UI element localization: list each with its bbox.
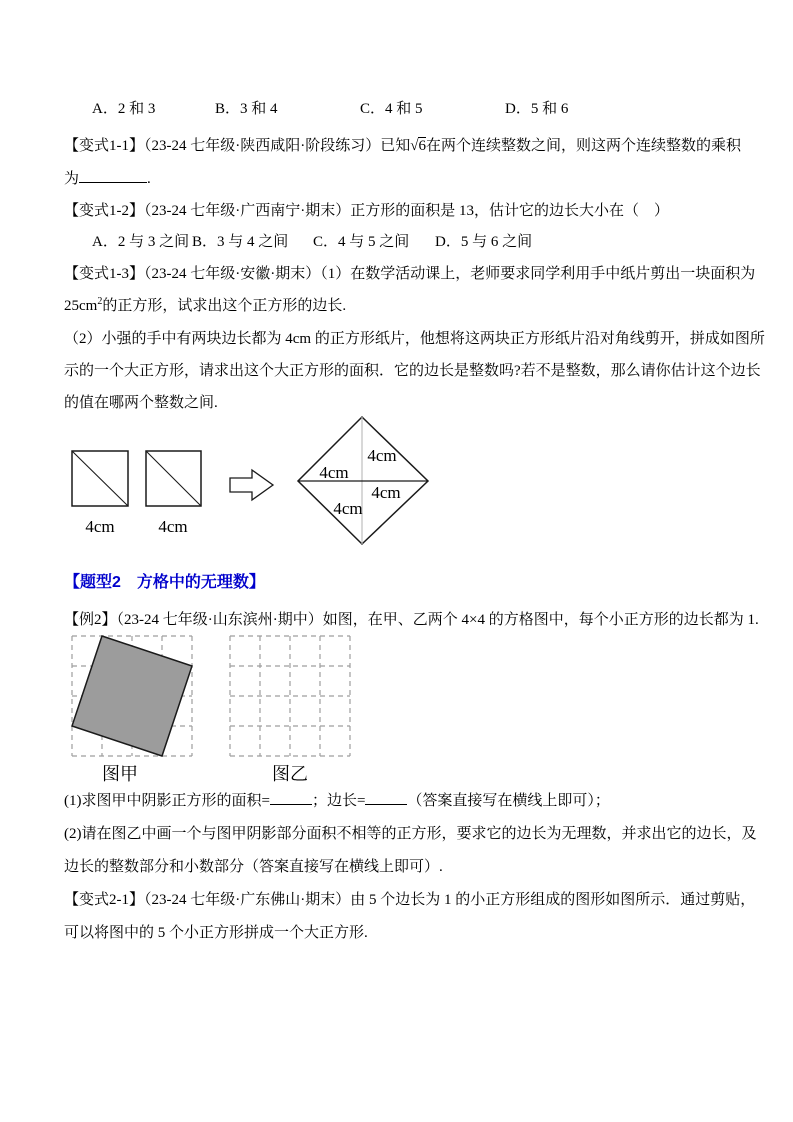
part2-text-3: 的值在哪两个整数之间. [64,395,218,411]
grids-figure [60,632,390,786]
square-1-diagonal [72,451,128,506]
answer-blank [270,791,312,805]
variant-1-3-part2-line1 [64,328,765,350]
square-2-label: 4cm [158,517,188,536]
shaded-square [72,636,192,756]
example-2-q1 [64,790,740,812]
radical-sign: √ [410,138,419,154]
variant-2-1-line1 [64,889,756,911]
sqrt6-expression [410,137,426,154]
variant-2-1-text-2: 可以将图中的 5 个小正方形拼成一个大正方形. [64,925,368,941]
grid-yi [230,636,350,756]
variant-1-1-line2 [64,168,740,190]
variant-1-1-period: . [147,171,151,187]
variant-1-3-text: 【变式1-3】（23-24 七年级·安徽·期末）（1）在数学活动课上，老师要求同学利用手中纸片剪出一块面积为 [64,266,756,282]
option-a: A．2 和 3 [92,101,156,117]
variant-1-3-part2-line3 [64,392,740,414]
q1-text-pre: (1)求图甲中阴影正方形的面积= [64,793,270,809]
variant-2-1-text-1: 【变式2-1】（23-24 七年级·广东佛山·期末）由 5 个边长为 1 的小正方形组成的图形如图所示．通过剪贴， [64,892,756,908]
example-2-q2-line2 [64,856,740,878]
squares-to-diamond-figure [60,412,460,560]
area-value: 25cm [64,298,98,314]
diamond-label-left: 4cm [319,463,349,482]
radicand: 6 [418,138,426,154]
option-c: C．4 和 5 [360,101,423,117]
superscript-2: 2 [97,296,103,307]
option-a: A．2 与 3 之间 [92,234,190,250]
q2-text-1: (2)请在图乙中画一个与图甲阴影部分面积不相等的正方形，要求它的边长为无理数，并求出它的边长，及 [64,826,757,842]
diamond-label-bottom: 4cm [333,499,363,518]
example-2-q2-line1 [64,823,757,845]
diamond-label-right: 4cm [371,483,401,502]
grid-yi-label: 图乙 [272,764,308,784]
part2-text-1: （2）小强的手中有两块边长都为 4cm 的正方形纸片，他想将这两块正方形纸片沿对角线剪开，拼成如图所 [64,331,765,347]
grid-jia-label: 图甲 [102,764,138,784]
part2-text-2: 示的一个大正方形，请求出这个大正方形的面积．它的边长是整数吗?若不是整数，那么请你估计这个边长 [64,363,761,379]
topic-2-header: 【题型2 方格中的无理数】 [64,574,265,591]
example-2-text: 【例2】（23-24 七年级·山东滨州·期中）如图，在甲、乙两个 4×4 的方格图中，每个小正方形的边长都为 1. [64,612,759,628]
option-d: D．5 和 6 [505,101,569,117]
diamond-label-top: 4cm [367,446,397,465]
square-2-diagonal [146,451,201,506]
variant-1-2-line1 [64,200,740,222]
variant-1-3-line2 [64,295,740,317]
variant-1-1-text-pre: 【变式1-1】（23-24 七年级·陕西咸阳·阶段练习）已知 [64,138,411,154]
variant-1-2-text: 【变式1-2】（23-24 七年级·广西南宁·期末）正方形的面积是 13，估计它的边长大小在（ ） [64,203,669,219]
variant-1-1-line1 [64,135,740,157]
answer-blank [365,791,407,805]
variant-1-1-answer-prefix: 为 [64,171,80,187]
example-2-line1 [64,609,759,631]
answer-blank [79,169,147,183]
variant-2-1-line2 [64,922,740,944]
q1-text-post: （答案直接写在横线上即可）； [407,793,610,809]
square-1-label: 4cm [85,517,115,536]
right-arrow-icon [230,470,273,500]
q2-text-2: 边长的整数部分和小数部分（答案直接写在横线上即可）. [64,859,443,875]
q1-text-mid: ；边长= [311,793,366,809]
variant-1-3-line1 [64,263,756,285]
option-b: B．3 和 4 [215,101,278,117]
variant-1-1-text-post: 在两个连续整数之间，则这两个连续整数的乘积 [425,138,741,154]
option-c: C．4 与 5 之间 [313,234,410,250]
variant-1-3-part2-line2 [64,360,761,382]
variant-1-3-line2-rest: 的正方形，试求出这个正方形的边长. [102,298,347,314]
option-b: B．3 与 4 之间 [192,234,289,250]
option-d: D．5 与 6 之间 [435,234,533,250]
